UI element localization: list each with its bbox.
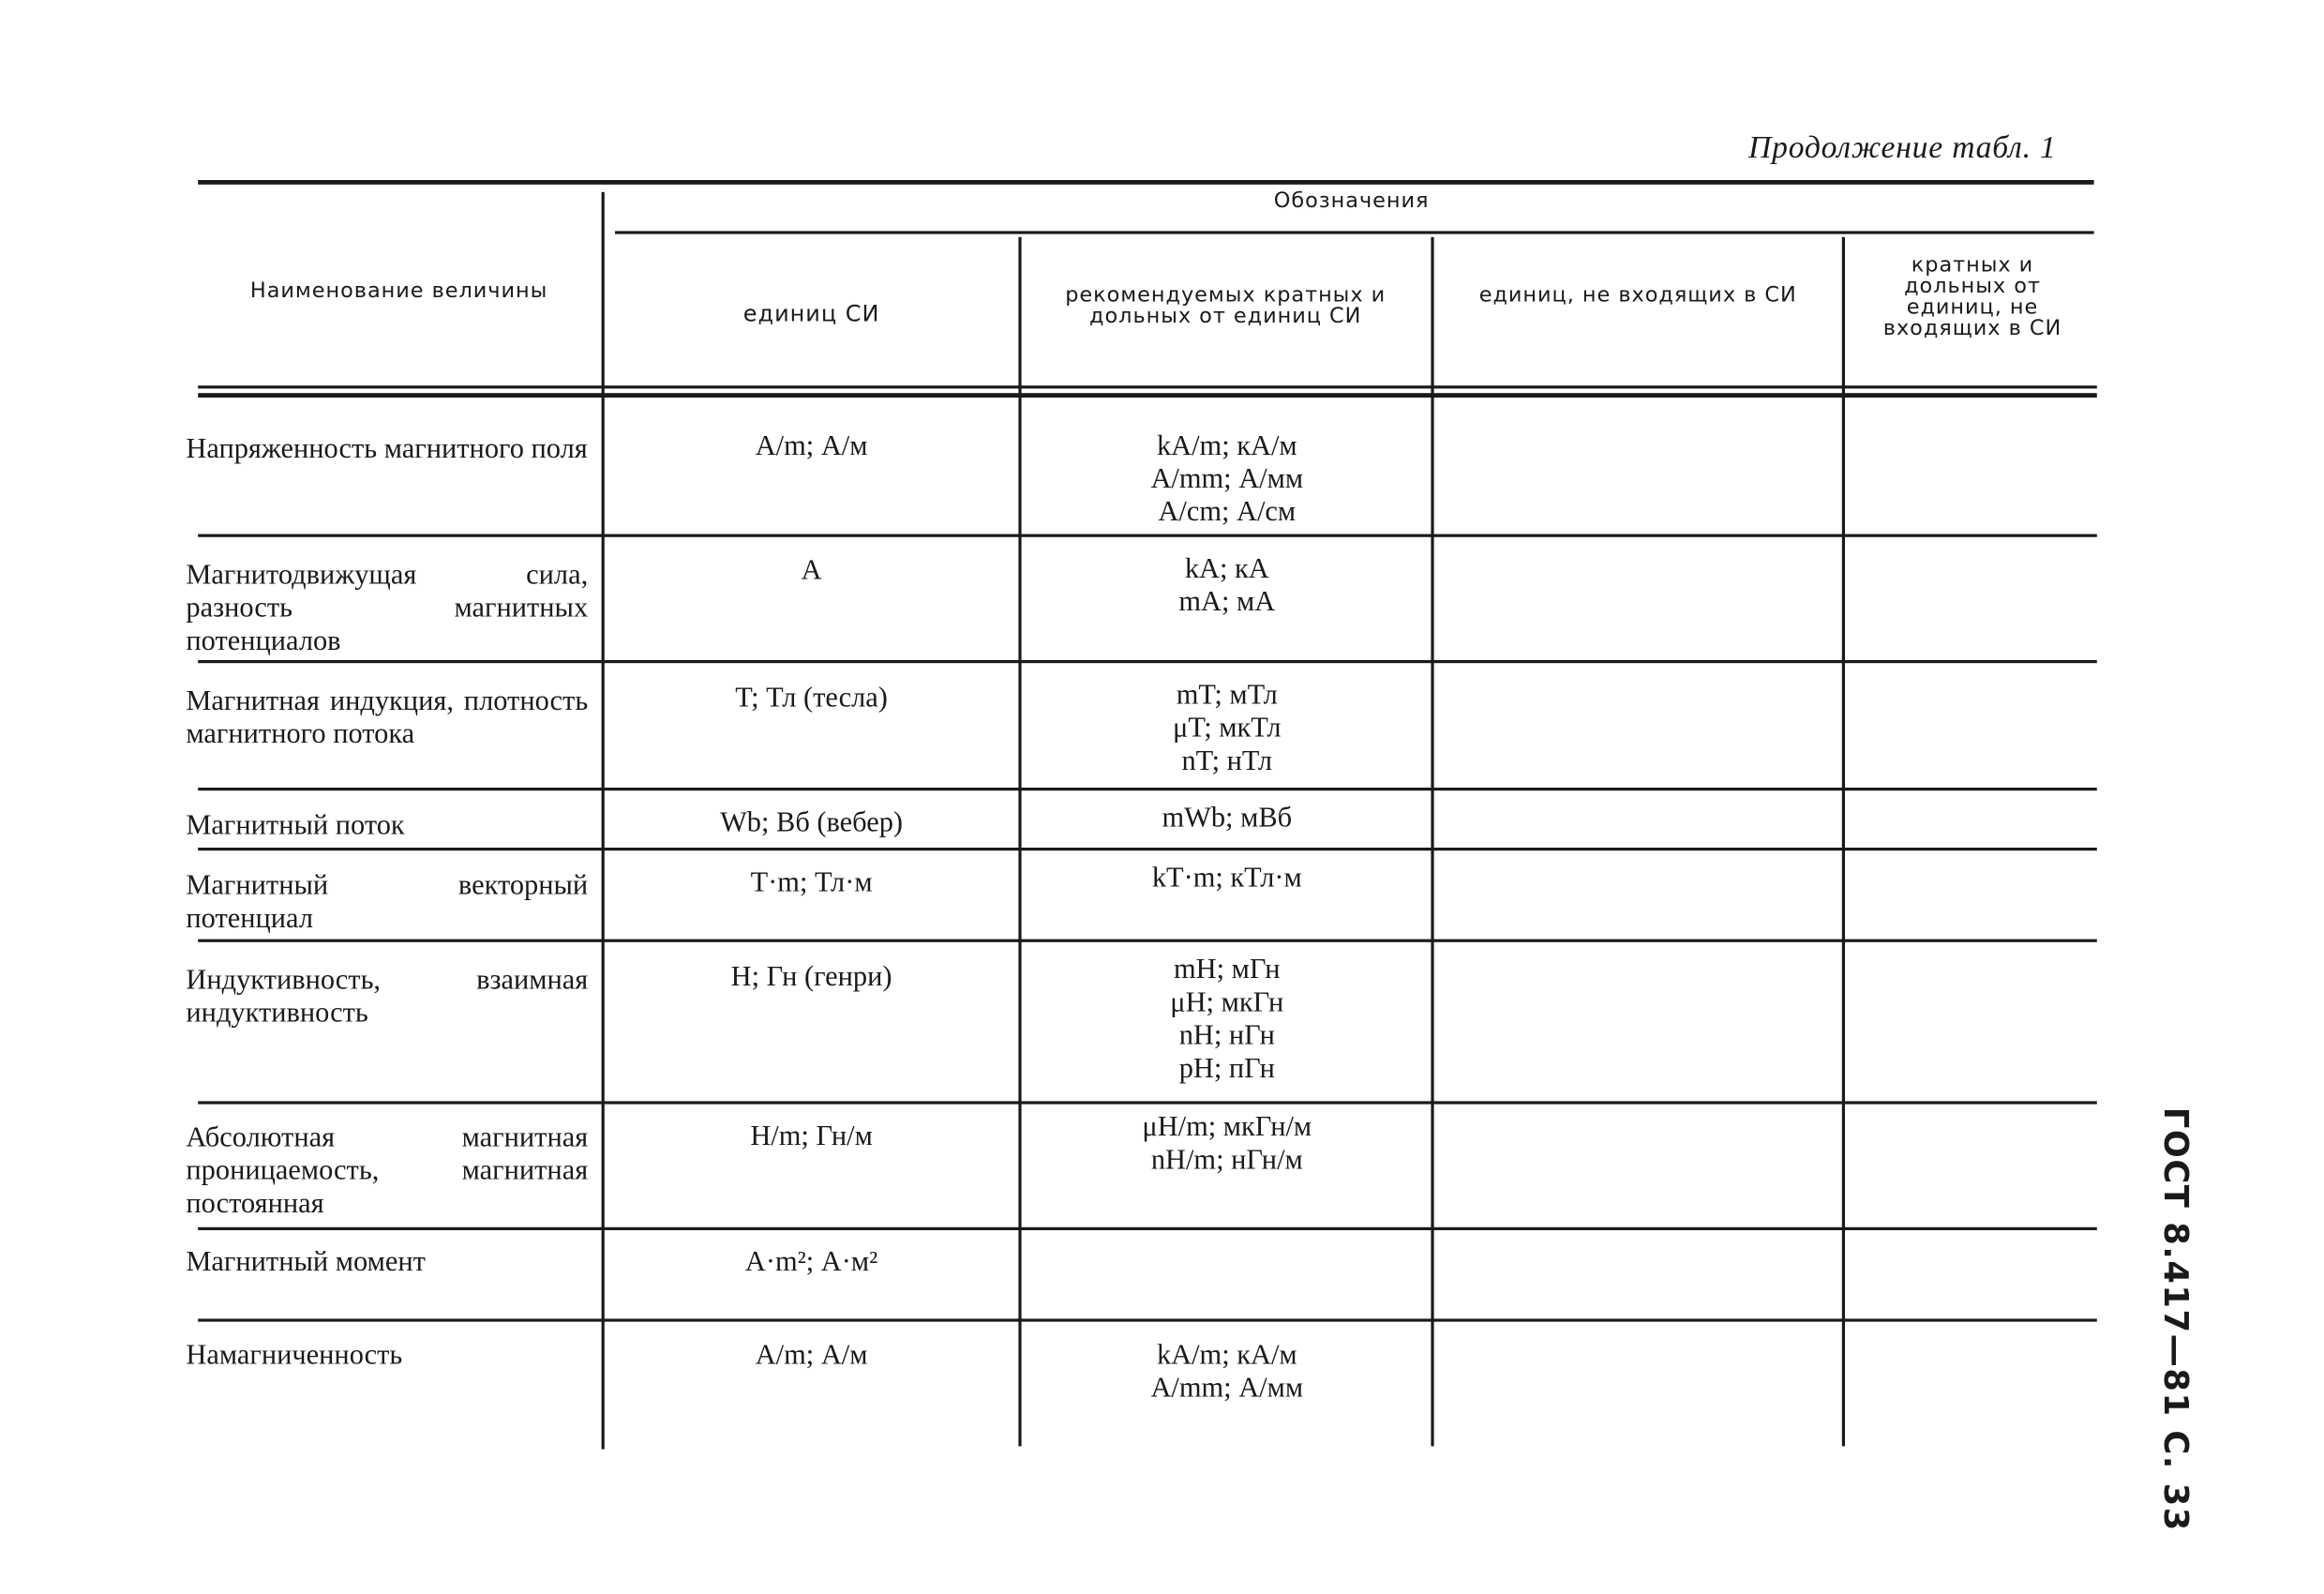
row-rule xyxy=(198,788,2097,790)
si-unit: H; Гн (генри) xyxy=(730,961,892,994)
column-divider xyxy=(1018,237,1021,1447)
table-top-rule xyxy=(198,180,2093,185)
recommended-multiples: kT·m; кТл·м xyxy=(1151,863,1302,895)
header-bottom-rule-2 xyxy=(198,393,2097,398)
row-rule xyxy=(198,534,2097,537)
si-unit: A·m²; А·м² xyxy=(744,1246,878,1279)
recommended-multiples: μH/m; мкГн/м nH/m; нГн/м xyxy=(1142,1111,1312,1177)
row-rule xyxy=(198,1227,2097,1230)
header-bottom-rule xyxy=(198,385,2097,388)
recommended-multiples: kA/m; кА/м A/mm; А/мм xyxy=(1150,1339,1304,1405)
designations-rule xyxy=(615,231,2094,233)
quantity-name: Магнитный момент xyxy=(186,1246,426,1279)
quantity-name: Индуктивность, взаимная индуктивность xyxy=(186,964,589,1030)
row-rule xyxy=(198,1318,2097,1321)
header-multiples-non-si: кратных и дольных от единиц, не входящих в СИ xyxy=(1882,253,2062,341)
recommended-multiples: kA; кА mA; мА xyxy=(1178,553,1276,619)
header-si-units: единиц СИ xyxy=(742,300,880,327)
row-rule xyxy=(198,940,2097,942)
recommended-multiples: mH; мГн μH; мкГн nH; нГн pH; пГн xyxy=(1170,954,1284,1085)
si-unit: H/m; Гн/м xyxy=(750,1120,873,1152)
si-unit: A xyxy=(801,555,822,587)
column-divider xyxy=(1431,237,1433,1447)
row-rule xyxy=(198,848,2097,850)
si-unit: T·m; Тл·м xyxy=(750,866,873,899)
quantity-name: Магнитный поток xyxy=(186,810,405,842)
quantity-name: Магнитный векторный потенциал xyxy=(186,870,589,935)
si-unit: Wb; Вб (вебер) xyxy=(720,806,904,839)
header-recommended-multiples: рекомендуемых кратных и дольных от единиц СИ xyxy=(1065,283,1387,329)
recommended-multiples: mT; мТл μT; мкТл nT; нТл xyxy=(1173,679,1282,777)
row-rule xyxy=(198,660,2097,663)
quantity-name: Напряженность магнитного поля xyxy=(186,433,588,465)
si-unit: A/m; А/м xyxy=(755,1339,868,1372)
si-unit: A/m; А/м xyxy=(755,430,868,462)
quantity-name: Намагниченность xyxy=(186,1339,403,1372)
si-unit: T; Тл (тесла) xyxy=(735,683,888,714)
row-rule xyxy=(198,1101,2097,1104)
recommended-multiples: mWb; мВб xyxy=(1162,803,1293,835)
header-quantity-name: Наименование величины xyxy=(249,278,548,304)
quantity-name: Абсолютная магнитная проницаемость, магнитная постоянная xyxy=(186,1121,589,1220)
quantity-name: Магнитодвижущая сила, разность магнитных потенциалов xyxy=(186,559,589,657)
recommended-multiples: kA/m; кА/м A/mm; А/мм A/cm; А/см xyxy=(1150,430,1304,529)
column-divider xyxy=(602,192,605,1450)
header-non-si-units: единиц, не входящих в СИ xyxy=(1478,283,1797,308)
continuation-title: Продолжение табл. 1 xyxy=(1748,128,2057,165)
quantity-name: Магнитная индукция, плотность магнитного потока xyxy=(186,685,589,750)
column-divider xyxy=(1842,237,1845,1447)
standard-page-label: ГОСТ 8.417—81 С. 33 xyxy=(2155,1106,2194,1532)
header-designations: Обозначения xyxy=(1273,188,1430,214)
